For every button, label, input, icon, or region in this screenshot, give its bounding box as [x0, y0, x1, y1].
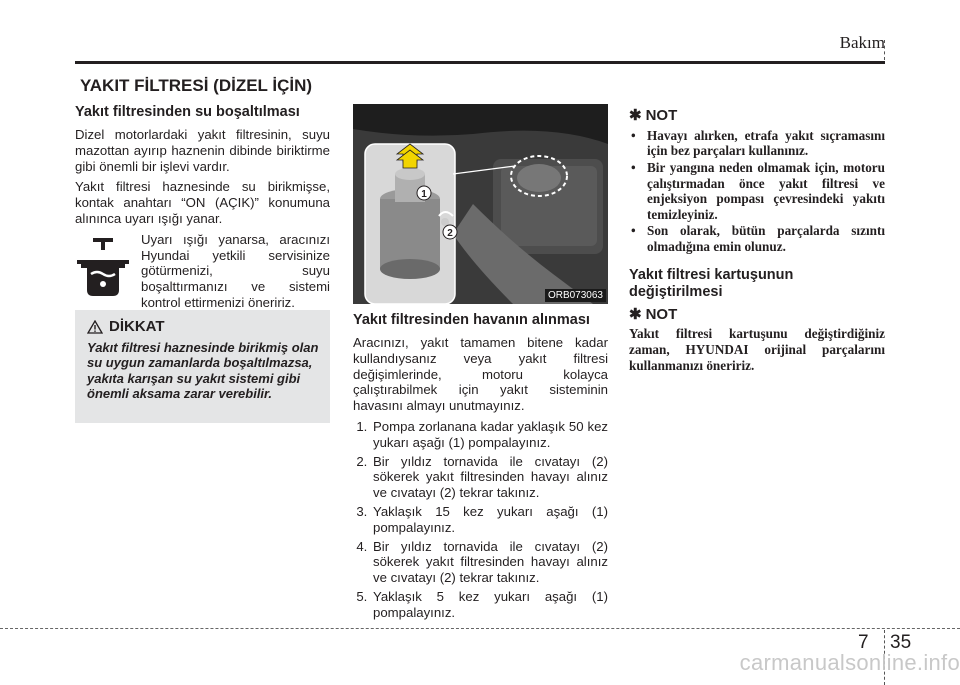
note-heading — [629, 108, 885, 124]
note-star-icon: ✱ — [629, 305, 642, 323]
drain-para-2: Yakıt filtresi haznesinde su birikmişse, kontak anahtarı “ON (AÇIK)” konumuna alınınca uyarı ışığı yanar. — [75, 179, 330, 226]
list-item: 4. Bir yıldız tornavida ile cıvatayı (2) sökerek yakıt filtresinden havayı alınız ve cıvatayı (2) tekrar takınız. — [371, 539, 608, 586]
list-item: 5. Yaklaşık 5 kez yukarı aşağı (1) pompalayınız. — [371, 589, 608, 621]
watermark: carmanualsonline.info — [739, 650, 960, 675]
list-item: 2. Bir yıldız tornavida ile cıvatayı (2) sökerek yakıt filtresinden havayı alınız ve cıvatayı (2) tekrar takınız. — [371, 454, 608, 501]
list-item: • Son olarak, bütün parçalarda sızıntı olmadığına emin olunuz. — [641, 223, 885, 254]
warning-triangle-icon — [87, 320, 103, 334]
drain-para-1: Dizel motorlardaki yakıt filtresinin, suyu mazottan ayırıp haznenin dibinde biriktirme gibi önemli bir işlevi vardır. — [75, 127, 330, 174]
callout-2: 2 — [447, 228, 453, 239]
page-number: 35 — [890, 632, 912, 653]
list-item: • Havayı alırken, etrafa yakıt sıçramasını için bez parçaları kullanınız. — [641, 128, 885, 159]
crop-mark-top — [884, 40, 885, 60]
water-in-fuel-icon — [75, 238, 131, 300]
section-title: YAKIT FİLTRESİ (DİZEL İÇİN) — [80, 76, 313, 95]
caution-box — [75, 310, 330, 423]
note-label: NOT — [645, 107, 678, 124]
warning-block — [75, 232, 330, 316]
list-item: 1. Pompa zorlanana kadar yaklaşık 50 kez yukarı aşağı (1) pompalayınız. — [371, 419, 608, 451]
figure-code: ORB073063 — [545, 289, 606, 302]
caution-heading — [87, 318, 165, 335]
list-item: • Bir yangına neden olmamak için, motoru çalıştırmadan önce yakıt filtresi ve enjeksiyon pompası çevresindeki yakıtı temizleyiniz. — [641, 160, 885, 222]
bleed-para: Aracınızı, yakıt tamamen bitene kadar kullandıysanız veya yakıt filtresi değişimlerinde, motoru kolayca çalıştırabilmek için yakıt sisteminin havasını almayı unutmayınız. — [353, 335, 608, 414]
drain-para-3: Uyarı ışığı yanarsa, aracınızı Hyundai yetkili servisinize götürmenizi, suyu boşalttırmanızı ve sistemi kontrol ettirmenizi öneririz. — [141, 231, 330, 310]
chapter-number: 7 — [858, 632, 869, 653]
bleed-heading: Yakıt filtresinden havanın alınması — [353, 312, 590, 328]
right-column — [629, 108, 885, 378]
note2-label: NOT — [645, 305, 678, 323]
header-rule — [75, 61, 885, 64]
engine-illustration — [353, 104, 608, 304]
bleed-steps — [353, 419, 608, 621]
note-star-icon: ✱ — [629, 107, 642, 124]
cartridge-heading: Yakıt filtresi kartuşunun değiştirilmesi — [629, 266, 794, 300]
left-column — [75, 104, 330, 316]
crop-mark-horizontal — [0, 628, 960, 629]
caution-text: Yakıt filtresi haznesinde birikmiş olan su uygun zamanlarda boşaltılmazsa, yakıta karışan su yakıt sistemi gibi önemli aksama zarar verebilir. — [87, 340, 319, 402]
note-list — [629, 128, 885, 255]
note2-text: Yakıt filtresi kartuşunu değiştirdiğiniz zaman, HYUNDAI orijinal parçalarını kullanmanızı öneririz. — [629, 326, 885, 373]
middle-column — [353, 312, 608, 624]
running-header: Bakım — [839, 33, 885, 52]
callout-1: 1 — [421, 189, 427, 200]
list-item: 3. Yaklaşık 15 kez yukarı aşağı (1) pompalayınız. — [371, 504, 608, 536]
note2-heading — [629, 307, 885, 323]
engine-photo — [353, 104, 608, 304]
drain-heading: Yakıt filtresinden su boşaltılması — [75, 104, 300, 120]
caution-label: DİKKAT — [109, 318, 165, 335]
